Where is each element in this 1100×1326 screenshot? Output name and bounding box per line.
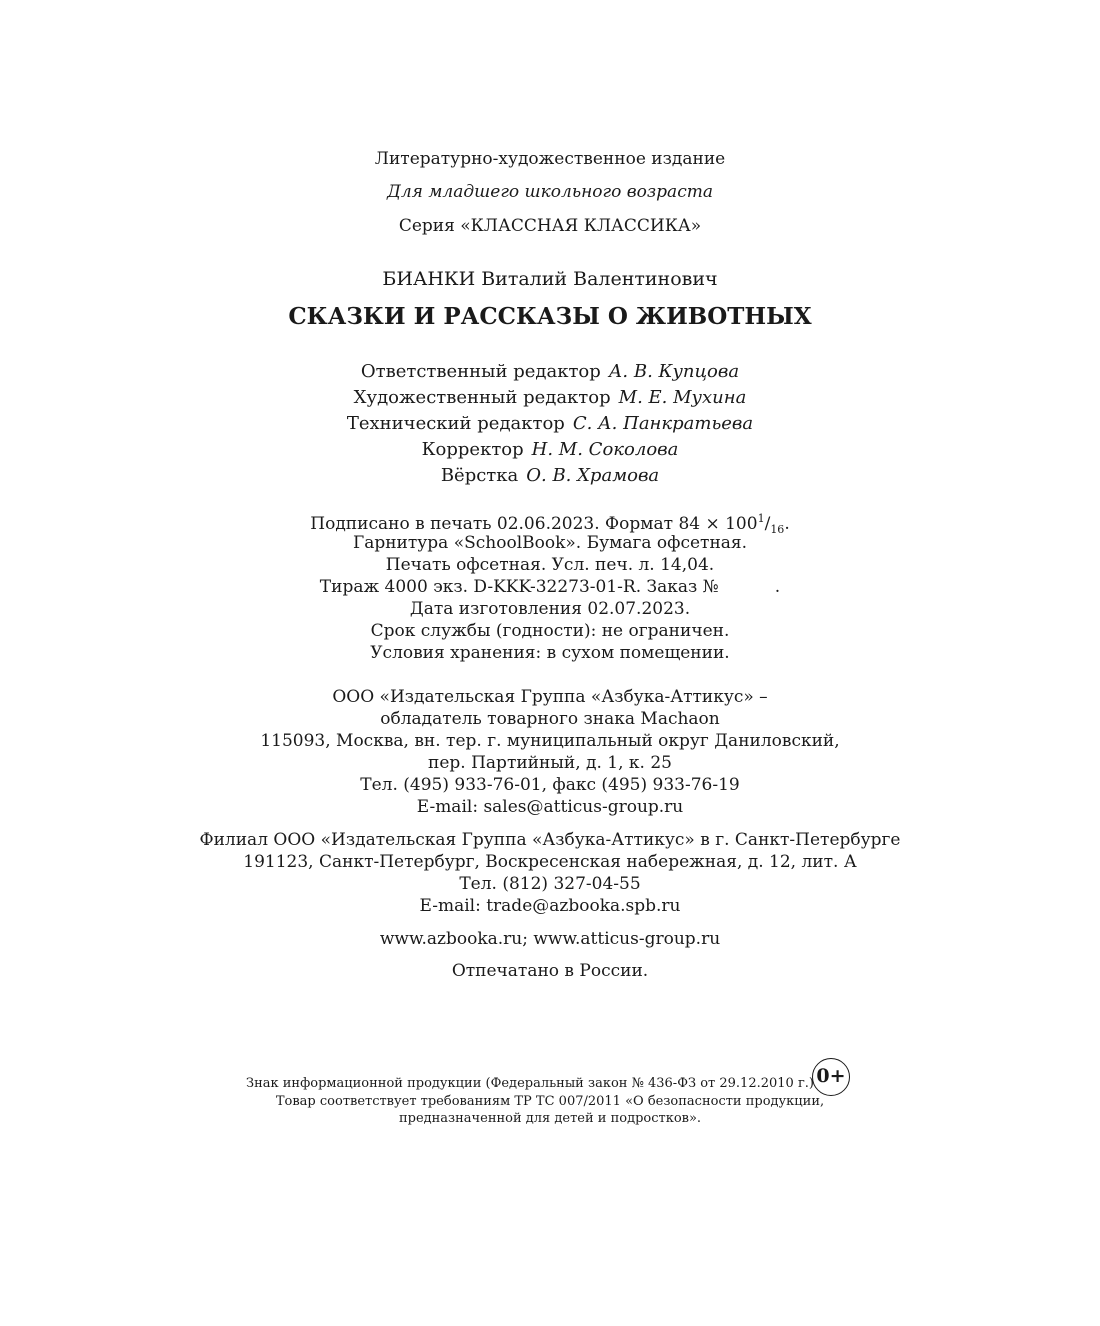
staff-line	[0, 389, 1100, 407]
staff-name: А. В. Купцова	[608, 361, 740, 382]
print-type: Печать офсетная. Усл. печ. л. 14,04.	[385, 555, 715, 575]
age-rating-badge: 0+	[812, 1058, 850, 1096]
printed-in: Отпечатано в России.	[451, 961, 649, 981]
format-end: .	[784, 514, 790, 534]
signed-text: Подписано в печать 02.06.2023. Формат 84 × 100	[310, 514, 758, 534]
author: БИАНКИ Виталий Валентинович	[382, 268, 718, 290]
format-numerator: 1	[757, 512, 765, 525]
format-fraction	[758, 514, 785, 534]
publisher-phone: Тел. (495) 933-76-01, факс (495) 933-76-19	[360, 775, 740, 795]
staff-role: Ответственный редактор	[360, 361, 601, 382]
circulation	[0, 579, 1100, 596]
compliance-line-2: предназначенной для детей и подростков».	[398, 1111, 702, 1126]
storage-conditions: Условия хранения: в сухом помещении.	[370, 643, 730, 663]
staff-line	[0, 467, 1100, 485]
staff-name: С. А. Панкратьева	[572, 413, 754, 434]
publisher-trademark: обладатель товарного знака Machaon	[380, 709, 720, 729]
staff-line	[0, 441, 1100, 459]
publisher-address-1: 115093, Москва, вн. тер. г. муниципальный округ Даниловский,	[260, 731, 840, 751]
staff-line	[0, 363, 1100, 381]
websites: www.azbooka.ru; www.atticus-group.ru	[379, 929, 721, 949]
branch-address: 191123, Санкт-Петербург, Воскресенская набережная, д. 12, лит. А	[243, 852, 857, 872]
law-notice: Знак информационной продукции (Федеральный закон № 436-ФЗ от 29.12.2010 г.)	[246, 1076, 814, 1091]
typeface: Гарнитура «SchoolBook». Бумага офсетная.	[352, 533, 748, 553]
circulation-text: Тираж 4000 экз. D-KKK-32273-01-R. Заказ №	[319, 577, 719, 597]
staff-name: М. Е. Мухина	[618, 387, 747, 408]
staff-role: Художественный редактор	[353, 387, 611, 408]
series: Серия «КЛАССНАЯ КЛАССИКА»	[398, 216, 702, 236]
branch-phone: Тел. (812) 327-04-55	[459, 874, 641, 894]
audience: Для младшего школьного возраста	[387, 182, 713, 202]
format-slash: /	[764, 514, 771, 534]
edition-type: Литературно-художественное издание	[374, 149, 726, 169]
publisher-address-2: пер. Партийный, д. 1, к. 25	[428, 753, 672, 773]
staff-line	[0, 415, 1100, 433]
format-denominator: 16	[770, 523, 785, 536]
staff-role: Вёрстка	[440, 465, 519, 486]
circulation-end: .	[774, 577, 781, 597]
publisher-email: E-mail: sales@atticus-group.ru	[416, 797, 684, 817]
manufacture-date: Дата изготовления 02.07.2023.	[409, 599, 691, 619]
shelf-life: Срок службы (годности): не ограничен.	[370, 621, 730, 641]
compliance-line-1: Товар соответствует требованиям ТР ТС 007/2011 «О безопасности продукции,	[275, 1094, 825, 1109]
staff-name: О. В. Храмова	[526, 465, 660, 486]
book-title: СКАЗКИ И РАССКАЗЫ О ЖИВОТНЫХ	[288, 303, 812, 330]
staff-role: Корректор	[421, 439, 524, 460]
branch-email: E-mail: trade@azbooka.spb.ru	[419, 896, 681, 916]
staff-role: Технический редактор	[346, 413, 565, 434]
branch-name: Филиал ООО «Издательская Группа «Азбука-Аттикус» в г. Санкт-Петербурге	[199, 830, 901, 850]
signed-format	[0, 513, 1100, 535]
publisher-name: ООО «Издательская Группа «Азбука-Аттикус» –	[332, 687, 768, 707]
staff-name: Н. М. Соколова	[531, 439, 679, 460]
